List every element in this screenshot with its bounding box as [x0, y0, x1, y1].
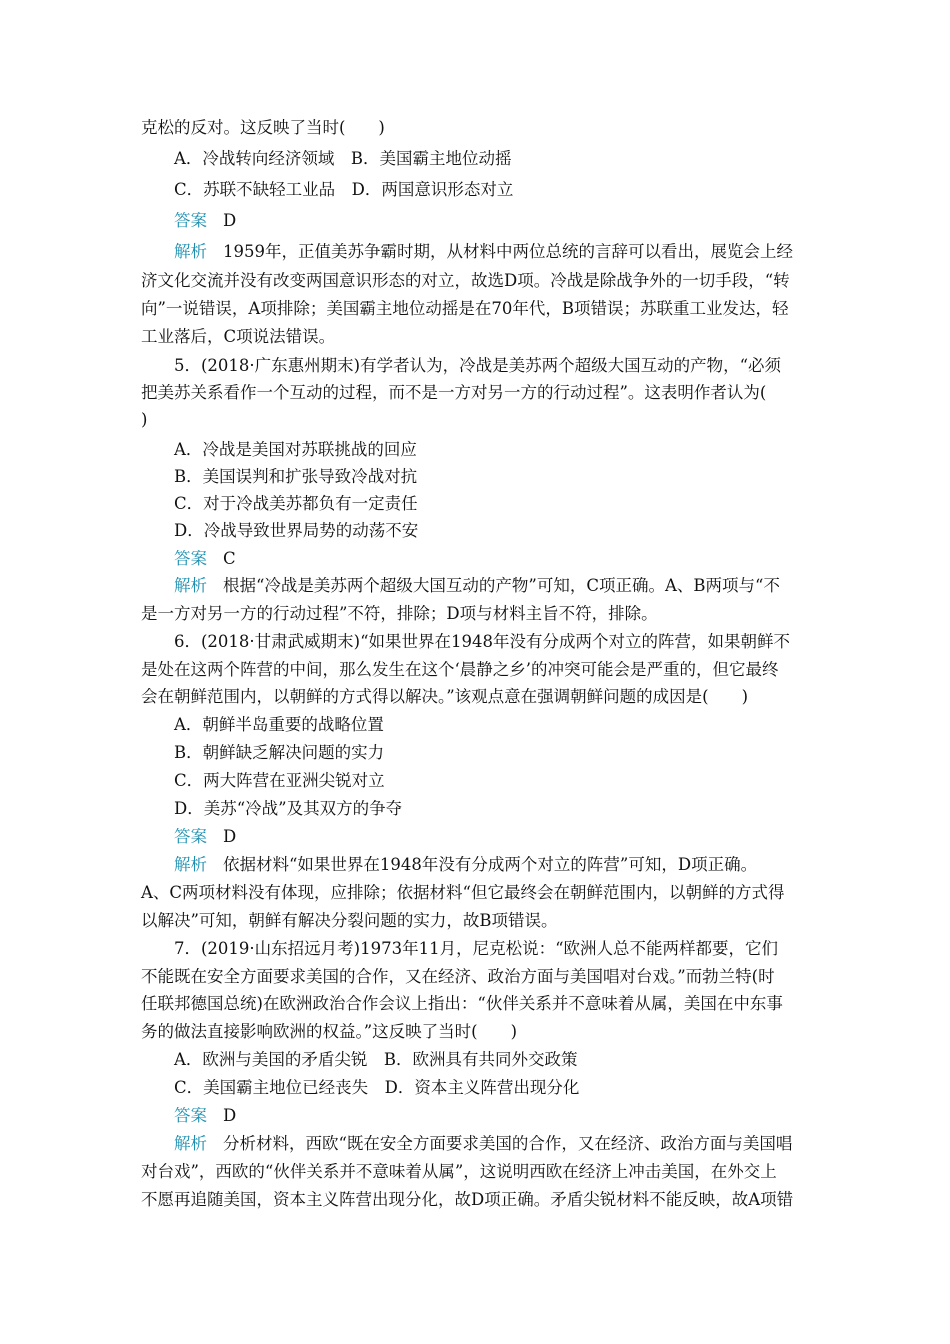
q5-option-c: C．对于冷战美苏都负有一定责任	[174, 494, 418, 513]
analysis-text: 依据材料“如果世界在1948年没有分成两个对立的阵营”可知，D项正确。	[223, 855, 758, 874]
analysis-label: 解析	[174, 576, 207, 595]
answer-label: 答案	[174, 827, 207, 846]
q4-options-cd: C．苏联不缺轻工业品 D．两国意识形态对立	[174, 180, 514, 199]
q5-analysis-line	[174, 576, 780, 596]
answer-label: 答案	[174, 549, 207, 568]
q7-answer	[174, 1106, 236, 1126]
analysis-label: 解析	[174, 1134, 207, 1153]
q5-option-d: D．冷战导致世界局势的动荡不安	[174, 521, 419, 540]
q7-stem-line: 7．(2019·山东招远月考)1973年11月，尼克松说：“欧洲人总不能两样都要，它们	[174, 939, 779, 958]
q5-stem-line: )	[141, 410, 148, 429]
q4-analysis-line	[174, 242, 793, 262]
q7-analysis-line	[174, 1134, 792, 1154]
q6-analysis-line: 以解决”可知，朝鲜有解决分裂问题的实力，故B项错误。	[141, 911, 558, 930]
q4-options-ab: A．冷战转向经济领域 B．美国霸主地位动摇	[174, 149, 512, 168]
q5-option-b: B．美国误判和扩张导致冷战对抗	[174, 467, 418, 486]
analysis-text: 1959年，正值美苏争霸时期，从材料中两位总统的言辞可以看出，展览会上经	[223, 242, 793, 261]
q5-stem-line: 把美苏关系看作一个互动的过程，而不是一方对另一方的行动过程”。这表明作者认为(	[141, 383, 767, 402]
q7-stem-line: 任联邦德国总统)在欧洲政治合作会议上指出：“伙伴关系并不意味着从属，美国在中东事	[141, 994, 783, 1013]
q5-option-a: A．冷战是美国对苏联挑战的回应	[174, 440, 417, 459]
q5-stem-line: 5．(2018·广东惠州期末)有学者认为，冷战是美苏两个超级大国互动的产物，“必须	[174, 356, 782, 375]
q7-options-cd: C．美国霸主地位已经丧失 D．资本主义阵营出现分化	[174, 1078, 580, 1097]
q7-stem-line: 务的做法直接影响欧洲的权益。”这反映了当时( )	[141, 1022, 518, 1041]
q6-stem-line: 6．(2018·甘肃武威期末)“如果世界在1948年没有分成两个对立的阵营，如果朝鲜不	[174, 632, 791, 651]
answer-value: D	[223, 1106, 237, 1125]
q6-answer	[174, 827, 236, 847]
q6-option-a: A．朝鲜半岛重要的战略位置	[174, 715, 384, 734]
answer-value: C	[223, 549, 236, 568]
analysis-text: 分析材料，西欧“既在安全方面要求美国的合作，又在经济、政治方面与美国唱	[223, 1134, 793, 1153]
q5-analysis-line: 是一方对另一方的行动过程”不符，排除；D项与材料主旨不符，排除。	[141, 604, 658, 623]
q7-stem-line: 不能既在安全方面要求美国的合作，又在经济、政治方面与美国唱对台戏。”而勃兰特(时	[141, 967, 775, 986]
q6-stem-line: 会在朝鲜范围内，以朝鲜的方式得以解决。”该观点意在强调朝鲜问题的成因是( )	[141, 687, 749, 706]
q6-stem-line: 是处在这两个阵营的中间，那么发生在这个‘晨静之乡’的冲突可能会是严重的，但它最终	[141, 660, 779, 679]
q4-analysis-line: 工业落后，C项说法错误。	[141, 327, 336, 346]
answer-value: D	[223, 827, 237, 846]
q5-answer	[174, 549, 236, 569]
q4-analysis-line: 济文化交流并没有改变两国意识形态的对立，故选D项。冷战是除战争外的一切手段，“转	[141, 271, 790, 290]
answer-label: 答案	[174, 211, 207, 230]
q6-option-d: D．美苏“冷战”及其双方的争夺	[174, 799, 403, 818]
q4-analysis-line: 向”一说错误，A项排除；美国霸主地位动摇是在70年代，B项错误；苏联重工业发达，轻	[141, 299, 789, 318]
q6-option-b: B．朝鲜缺乏解决问题的实力	[174, 743, 385, 762]
q4-stem-tail: 克松的反对。这反映了当时( )	[141, 118, 385, 137]
q7-analysis-line: 对台戏”，西欧的“伙伴关系并不意味着从属”，这说明西欧在经济上冲击美国，在外交上	[141, 1162, 777, 1181]
answer-label: 答案	[174, 1106, 207, 1125]
q6-analysis-line	[174, 855, 757, 875]
q6-option-c: C．两大阵营在亚洲尖锐对立	[174, 771, 385, 790]
answer-value: D	[223, 211, 237, 230]
q4-answer	[174, 211, 236, 231]
analysis-label: 解析	[174, 242, 207, 261]
analysis-text: 根据“冷战是美苏两个超级大国互动的产物”可知，C项正确。A、B两项与“不	[223, 576, 780, 595]
q7-options-ab: A．欧洲与美国的矛盾尖锐 B．欧洲具有共同外交政策	[174, 1050, 578, 1069]
analysis-label: 解析	[174, 855, 207, 874]
q6-analysis-line: A、C两项材料没有体现，应排除；依据材料“但它最终会在朝鲜范围内，以朝鲜的方式得	[141, 883, 785, 902]
q7-analysis-line: 不愿再追随美国，资本主义阵营出现分化，故D项正确。矛盾尖锐材料不能反映，故A项错	[141, 1190, 794, 1209]
